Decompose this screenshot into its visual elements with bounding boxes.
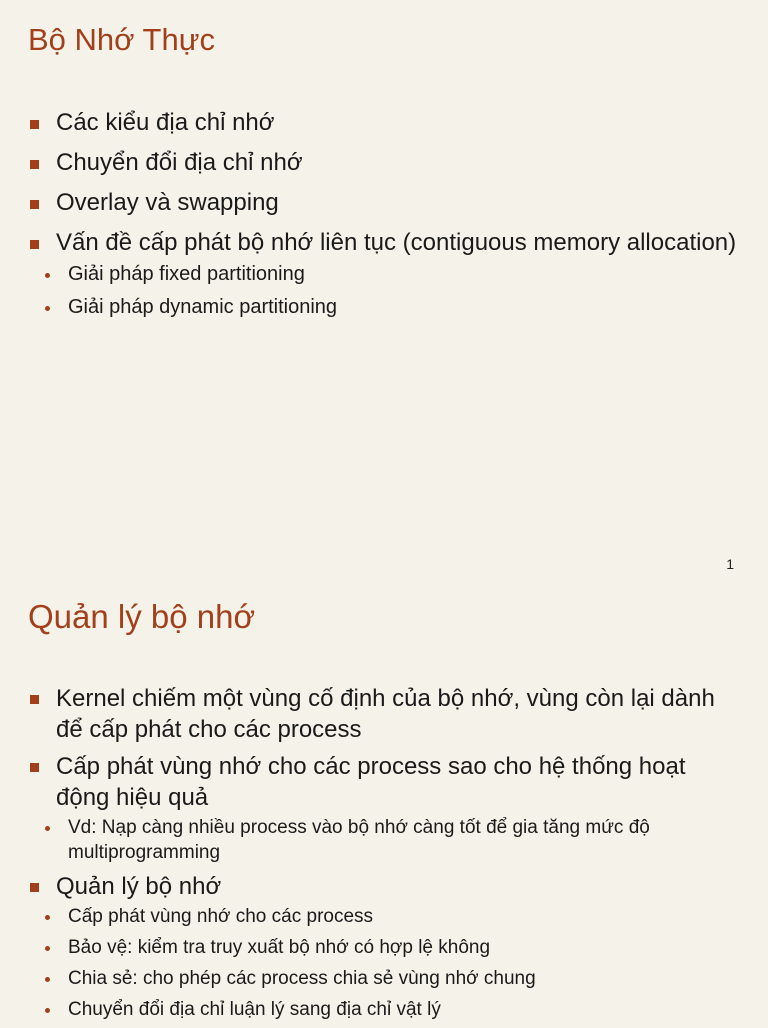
sub-bullet-text: Giải pháp dynamic partitioning bbox=[68, 296, 338, 318]
sub-bullet-text: Bảo vệ: kiểm tra truy xuất bộ nhớ có hợp lệ không bbox=[68, 937, 491, 958]
sub-bullet-text: Chia sẻ: cho phép các process chia sẻ vùng nhớ chung bbox=[68, 968, 536, 989]
square-bullet-icon bbox=[30, 200, 39, 209]
round-bullet-icon bbox=[45, 915, 50, 920]
slide-1-bullet-list bbox=[0, 106, 768, 328]
bullet-text: Chuyển đổi địa chỉ nhớ bbox=[56, 149, 303, 176]
bullet-item bbox=[0, 186, 768, 220]
square-bullet-icon bbox=[30, 120, 39, 129]
bullet-text: Kernel chiếm một vùng cố định của bộ nhớ, vùng còn lại dành để cấp phát cho các process bbox=[56, 685, 715, 743]
square-bullet-icon bbox=[30, 240, 39, 249]
square-bullet-icon bbox=[30, 160, 39, 169]
sub-bullet-item bbox=[34, 295, 744, 320]
sub-bullet-item bbox=[34, 966, 744, 991]
bullet-item bbox=[0, 226, 768, 320]
slide-2 bbox=[0, 580, 768, 1024]
square-bullet-icon bbox=[30, 763, 39, 772]
bullet-text: Vấn đề cấp phát bộ nhớ liên tục (contiguous memory allocation) bbox=[56, 229, 737, 256]
sub-bullet-item bbox=[34, 815, 744, 865]
sub-bullet-text: Vd: Nạp càng nhiều process vào bộ nhớ càng tốt để gia tăng mức độ multiprogramming bbox=[68, 817, 650, 863]
round-bullet-icon bbox=[45, 826, 50, 831]
bullet-item bbox=[0, 871, 768, 1022]
sub-bullet-list bbox=[34, 904, 744, 1022]
slide-1-title: Bộ Nhớ Thực bbox=[28, 22, 215, 57]
bullet-text: Quản lý bộ nhớ bbox=[56, 873, 222, 900]
sub-bullet-list bbox=[34, 815, 744, 865]
slide-2-title: Quản lý bộ nhớ bbox=[28, 598, 256, 635]
sub-bullet-item bbox=[34, 262, 744, 287]
slide-2-bullet-list bbox=[0, 683, 768, 1028]
sub-bullet-text: Giải pháp fixed partitioning bbox=[68, 263, 305, 285]
bullet-text: Cấp phát vùng nhớ cho các process sao cho hệ thống hoạt động hiệu quả bbox=[56, 753, 686, 811]
sub-bullet-text: Chuyển đổi địa chỉ luận lý sang địa chỉ vật lý bbox=[68, 999, 441, 1020]
round-bullet-icon bbox=[45, 946, 50, 951]
page-number: 1 bbox=[726, 556, 734, 572]
round-bullet-icon bbox=[45, 1008, 50, 1013]
round-bullet-icon bbox=[45, 273, 50, 278]
round-bullet-icon bbox=[45, 306, 50, 311]
sub-bullet-list bbox=[34, 262, 744, 320]
bullet-item bbox=[0, 146, 768, 180]
bullet-item bbox=[0, 106, 768, 140]
sub-bullet-item bbox=[34, 904, 744, 929]
bullet-item bbox=[0, 751, 768, 865]
square-bullet-icon bbox=[30, 883, 39, 892]
sub-bullet-item bbox=[34, 935, 744, 960]
sub-bullet-text: Cấp phát vùng nhớ cho các process bbox=[68, 906, 374, 927]
bullet-text: Overlay và swapping bbox=[56, 189, 279, 216]
round-bullet-icon bbox=[45, 977, 50, 982]
bullet-text: Các kiểu địa chỉ nhớ bbox=[56, 109, 275, 136]
square-bullet-icon bbox=[30, 695, 39, 704]
sub-bullet-item bbox=[34, 997, 744, 1022]
bullet-item bbox=[0, 683, 768, 745]
